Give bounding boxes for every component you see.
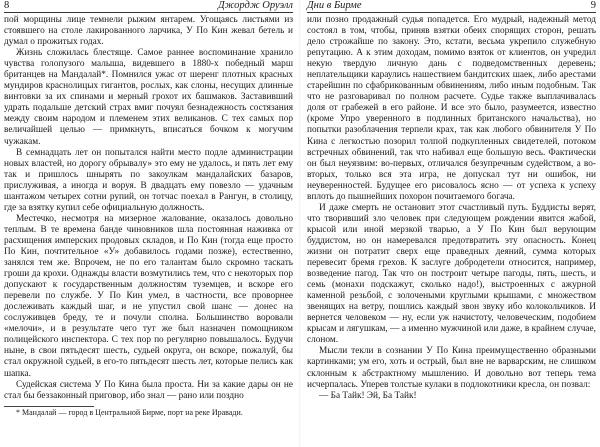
left-running-title: Джордж Оруэлл — [218, 0, 293, 11]
right-running-head — [307, 0, 596, 13]
right-running-title: Дни в Бирме — [307, 0, 362, 11]
left-page-text — [4, 15, 293, 418]
left-page-number: 8 — [4, 0, 10, 11]
right-page — [300, 0, 600, 447]
paragraph: Жизнь сложилась блестяще. Самое раннее воспоминание хранило чувства голопузого малыша, видевшего в 1880-х победный марш британцев на Мандалай*. Помнился ужас от шеренг плотных красных мундиров краснолицых гигантов, рослых, как слоны, несущих длинные винтовки за их спинами и мерный грохот их башмаков. Заставивший удрать подальше детский страх вмиг почуял безнадежность состязания между своим народом и племенем этих великанов. С тех самых пор величайшей целью — примкнуть, вписаться бочком к могучим чужакам. — [4, 48, 293, 147]
paragraph: И даже смерть не остановит этот счастливый путь. Буддисты верят, что творивший зло человек при следующем рождении явится жабой, крысой или иной мерзкой тварью, а У По Кин был верующим буддистом, но он намеревался предотвратить эту опасность. Конец жизни он потратит сверх еще праведных деяний, сумма которых перевесит бремя грехов. К заслуге добродетели относится, например, возведение пагод. Так что он построит четыре пагоды, пять, шесть, и семь (монахи подскажут, сколько надо!), выстроенных с ажурной каменной резьбой, с золочеными круглыми крышами, с множеством звенящих на ветру, пошлись каждый звон звуку ибо колокольчиков. И вернется человеком — ну, если уж начистоту, человеческим, подобием крысам и лягушкам, — а именно мужчиной или даже, в крайнем случае, слоном. — [307, 202, 596, 346]
book-gutter — [299, 0, 301, 447]
paragraph: пой морщины лице темнели рыжим янтарем. Угощаясь листьями из стоявшего на столе лакированного ларчика, У По Кин жевал бетель и думал о прожитых годах. — [4, 15, 293, 48]
paragraph: Мысли текли в сознании У По Кина преимущественно образными картинками; ум его, хоть и острый, был вне не варварским, не слишком склонным к абстрактному мышлению. И довольно вот теперь тема исчерпалась. Уперев толстые кулаки в подлокотники кресла, он позвал: — [307, 346, 596, 390]
paragraph: Судейская система У По Кина была проста. Ни за какие дары он не стал бы беззаконный приговор, ибо знал — рано или поздно — [4, 379, 293, 401]
footnote-rule — [4, 406, 94, 407]
paragraph: — Ба Тайк! Эй, Ба Тайк! — [319, 390, 417, 401]
footnote: * Мандалай — город в Центральной Бирме, порт на реке Иравади. — [16, 407, 243, 417]
right-page-number: 9 — [590, 0, 596, 11]
right-page-text — [307, 15, 596, 402]
paragraph: или позно продажный судья попадется. Его мудрый, надежный метод состоял в том, чтобы, приняв взятки обеих спорящих сторон, решать дело строжайше по закону. Это, кстати, весьма укрепило служебную репутацию. А к этим доходам, помимо взяток от клиентов, он учредил некую твердую личную дань с подведомственных деревень; неплательщики караулись нашествием бандитских шаек, либо арестами старейшин по сфабрикованным обвинениям, либо иным подобным. Так что не разговаривал по полном расчете. Судье также выплачивалась доля от грабежей в его районе. И все это было, разумеется, известно (кроме Упро уверенного в подлинных британского начальства), но попытки разоблачения терпели крах, так как любого обвинителя У По Кина с легкостью позорил толпой подкупленных свидетелей, потоком встречных обвинений, так что набивал еще большую весь. Фактически он был неуязвим: во-первых, отличался безупречным судейством, а во-вторых, только вся эта игра, не допускал тут ни ошибок, ни неуверенностей. Будущее его рисовалось ясно — от успеха к успеху вплоть до пышнейших похорон почитаемого богача. — [307, 15, 596, 202]
left-running-head — [4, 0, 293, 13]
paragraph: В семнадцать лет он попытался найти место подле администрации новых властей, но дорогу обрывалу» это ему не удалось, и пять лет ему так и пришлось шнырять по закоулкам мандалайских базаров, прислуживая, а иногда и воруя. В двадцать ему повезло — удачным шантажом четырех сотни рупий, он тотчас поехал в Рангун, в столицу, где за взятку купил себе официальную должность. — [4, 147, 293, 213]
paragraph: Местечко, несмотря на мизерное жалование, оказалось довольно теплым. В те времена банде чиновников шла постоянная наживка от расхищения имперских продовых складов, и По Кин (тогда еще просто По Кин, почтительное «У» добавилось годами позже), естественно, занялся тем же. Впрочем, не по его талантам было скромно таскать гроши да крохи. Однажды власти возмутились тем, что с некоторых пор допускают к государственным должностям туземцев, и вскоре его перевели по службе. У По Кин умел, в частности, все проворнее дослеживать каждый шаг, и не упустил свой шанс — донес на сослуживцев бреду, те и почули сполна. Большинство воровали «мелочи», и в результате чего тут же был назначен помощником полицейского инспектора. С тех пор по регулярно повышалось. Будучи ныне, в свои пятьдесят шесть, судьей округа, он вскоре, пожалуй, бы стал окружной судьей, в его-то пятьдесят шесть лет, которые пелись как шапка. — [4, 213, 293, 379]
